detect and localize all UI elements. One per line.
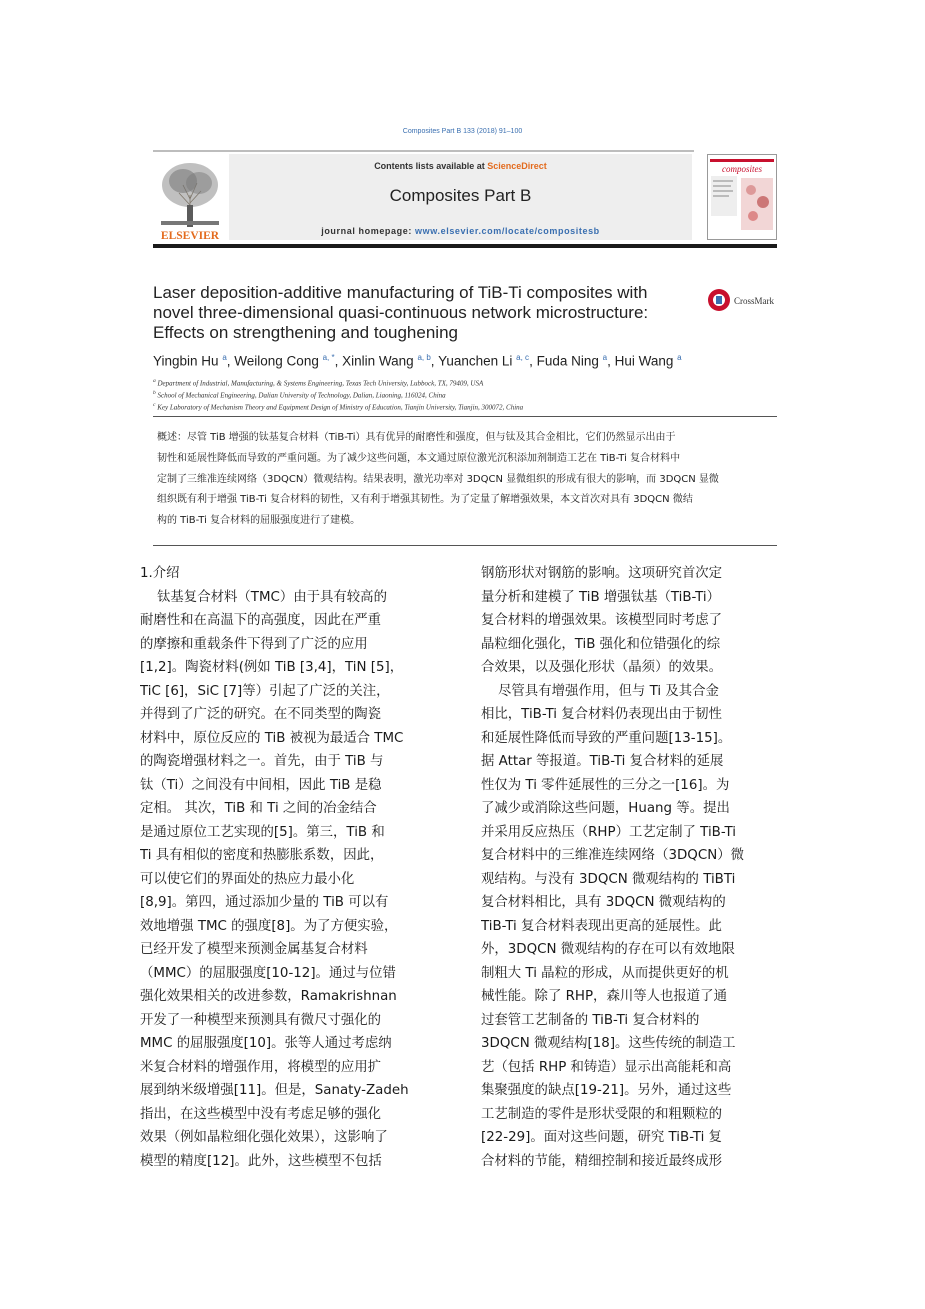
journal-citation[interactable]: Composites Part B 133 (2018) 91–100 bbox=[402, 128, 523, 135]
body-text-line: 过套管工艺制备的 TiB-Ti 复合材料的 bbox=[481, 1012, 700, 1028]
abstract-line: 组织既有利于增强 TiB-Ti 复合材料的韧性，又有利于增强其韧性。为了定量了解增强效果，本文首次对具有 3DQCN 微结 bbox=[157, 494, 693, 506]
body-column-left bbox=[140, 562, 434, 1173]
body-text-line: 合材料的节能，精细控制和接近最终成形 bbox=[481, 1153, 723, 1169]
body-text-line: 可以使它们的界面处的热应力最小化 bbox=[140, 871, 355, 887]
body-text-line: 是通过原位工艺实现的[5]。第三，TiB 和 bbox=[140, 824, 385, 840]
body-text-line: Ti 具有相似的密度和热膨胀系数，因此， bbox=[140, 848, 384, 863]
abstract bbox=[157, 428, 773, 532]
sciencedirect-link[interactable]: ScienceDirect bbox=[487, 161, 547, 171]
abstract-line: 韧性和延展性降低而导致的严重问题。为了减少这些问题，本文通过原位激光沉积添加剂制造工艺在 TiB-Ti 复合材料中 bbox=[157, 452, 681, 464]
author-affiliation-mark: a, c bbox=[516, 353, 530, 362]
body-text-line: 据 Attar 等报道。TiB-Ti 复合材料的延展 bbox=[481, 754, 724, 769]
author-affiliation-mark: a bbox=[222, 353, 227, 362]
body-text-line: 相比，TiB-Ti 复合材料仍表现出由于韧性 bbox=[481, 707, 722, 722]
journal-homepage-line bbox=[229, 226, 692, 236]
affiliations bbox=[153, 377, 773, 412]
article-title bbox=[153, 283, 693, 343]
body-text-line: 指出，在这些模型中没有考虑足够的强化 bbox=[140, 1106, 382, 1122]
author-name[interactable]: Weilong Cong bbox=[234, 353, 319, 369]
body-text-line: 并采用反应热压（RHP）工艺定制了 TiB-Ti bbox=[481, 824, 736, 840]
body-text-line: 效果（例如晶粒细化强化效果），这影响了 bbox=[140, 1130, 388, 1145]
body-text-line: 并得到了广泛的研究。在不同类型的陶瓷 bbox=[140, 707, 382, 722]
homepage-prefix: journal homepage: bbox=[321, 226, 412, 236]
affiliation-line: $^a$ Department of Industrial, Manufacturing, & Systems Engineering, Texas Tech University, Lubbock, TX, 79409, USA bbox=[153, 378, 484, 388]
body-text-line: 了减少或消除这些问题，Huang 等。提出 bbox=[481, 801, 730, 816]
elsevier-tree-logo bbox=[153, 155, 227, 241]
affiliation-line: $^c$ Key Laboratory of Mechanism Theory and Equipment Design of Ministry of Education, Tianjin University, Tianjin, 300072, China bbox=[153, 401, 524, 411]
abstract-line: 构的 TiB-Ti 复合材料的屈服强度进行了建模。 bbox=[157, 515, 361, 527]
body-text-line: 材料中，原位反应的 TiB 被视为最适合 TMC bbox=[140, 730, 404, 746]
body-text-line: 艺（包括 RHP 和铸造）显示出高能耗和高 bbox=[481, 1059, 732, 1075]
author-name[interactable]: Xinlin Wang bbox=[342, 353, 414, 369]
title-line: Effects on strengthening and toughening bbox=[153, 323, 458, 342]
section-heading: 1.介绍 bbox=[140, 566, 180, 581]
body-text-line: 3DQCN 微观结构[18]。这些传统的制造工 bbox=[481, 1036, 736, 1051]
body-text-line: 外，3DQCN 微观结构的存在可以有效地限 bbox=[481, 942, 735, 957]
body-text-line: 制粗大 Ti 晶粒的形成，从而提供更好的机 bbox=[481, 965, 729, 981]
body-text-line: 钛基复合材料（TMC）由于具有较高的 bbox=[140, 589, 387, 605]
abstract-line: 概述：尽管 TiB 增强的钛基复合材料（TiB-Ti）具有优异的耐磨性和强度，但与钛及其合金相比，它们仍然显示出由于 bbox=[157, 432, 676, 443]
body-text-line: 复合材料中的三维准连续网络（3DQCN）微 bbox=[481, 848, 744, 863]
body-text-line: 复合材料相比，具有 3DQCN 微观结构的 bbox=[481, 895, 726, 910]
body-text-line: 效地增强 TMC 的强度[8]。为了方便实验， bbox=[140, 918, 398, 934]
author-list: Yingbin Hu $^a$, Weilong Cong $^{a, *}$, Xinlin Wang $^{a, b}$, Yuanchen Li $^{a, c}$, Fuda Ning $^a$, Hui Wang $^a$ bbox=[153, 353, 682, 369]
body-text-line: （MMC）的屈服强度[10-12]。通过与位错 bbox=[140, 965, 396, 981]
body-text-line: 观结构。与没有 3DQCN 微观结构的 TiBTi bbox=[481, 871, 736, 887]
body-text-line: [22-29]。面对这些问题，研究 TiB-Ti 复 bbox=[481, 1130, 722, 1145]
author-name[interactable]: Yuanchen Li bbox=[438, 353, 513, 369]
body-text-line: 定相。 其次，TiB 和 Ti 之间的冶金结合 bbox=[140, 801, 377, 816]
abstract-bottom-rule bbox=[153, 545, 777, 546]
body-text-line: TiB-Ti 复合材料表现出更高的延展性。此 bbox=[481, 918, 722, 934]
body-text-line: 性仅为 Ti 零件延展性的三分之一[16]。为 bbox=[481, 777, 730, 793]
abstract-top-rule bbox=[153, 416, 777, 417]
abstract-line: 定制了三维准连续网络（3DQCN）微观结构。结果表明，激光功率对 3DQCN 显微组织的形成有很大的影响，而 3DQCN 显微 bbox=[157, 473, 719, 485]
body-text-line: 开发了一种模型来预测具有微尺寸强化的 bbox=[140, 1012, 382, 1028]
body-text-line: 钛（Ti）之间没有中间相，因此 TiB 是稳 bbox=[140, 777, 382, 793]
body-text-line: 强化效果相关的改进参数，Ramakrishnan bbox=[140, 989, 397, 1004]
title-line: Laser deposition-additive manufacturing of TiB-Ti composites with bbox=[153, 283, 648, 302]
crossmark-label: CrossMark bbox=[734, 296, 774, 306]
author-name[interactable]: Hui Wang bbox=[614, 353, 674, 369]
body-column-right bbox=[481, 562, 775, 1173]
author-affiliation-mark: a, b bbox=[417, 353, 431, 362]
author-affiliation-mark: a, * bbox=[322, 353, 335, 362]
elsevier-wordmark: ELSEVIER bbox=[160, 230, 220, 241]
homepage-link[interactable]: www.elsevier.com/locate/compositesb bbox=[415, 226, 600, 236]
body-text-line: 尽管具有增强作用，但与 Ti 及其合金 bbox=[481, 683, 719, 699]
contents-line bbox=[229, 161, 692, 171]
affiliation-line: $^b$ School of Mechanical Engineering, Dalian University of Technology, Dalian, Liaoning, 116024, China bbox=[153, 389, 446, 400]
body-text-line: 模型的精度[12]。此外，这些模型不包括 bbox=[140, 1153, 382, 1169]
cover-title: composites bbox=[722, 164, 762, 174]
body-text-line: 合效果，以及强化形状（晶须）的效果。 bbox=[481, 660, 723, 675]
journal-name: Composites Part B bbox=[389, 186, 532, 205]
body-text-line: 钢筋形状对钢筋的影响。这项研究首次定 bbox=[481, 566, 723, 581]
author-name[interactable]: Fuda Ning bbox=[536, 353, 599, 369]
body-text-line: MMC 的屈服强度[10]。张等人通过考虑纳 bbox=[140, 1036, 392, 1051]
body-text-line: 已经开发了模型来预测金属基复合材料 bbox=[140, 942, 368, 957]
body-text-line: [1,2]。陶瓷材料(例如 TiB [3,4]，TiN [5]， bbox=[140, 660, 404, 675]
body-text-line: [8,9]。第四，通过添加少量的 TiB 可以有 bbox=[140, 895, 389, 910]
body-text-line: 晶粒细化强化，TiB 强化和位错强化的综 bbox=[481, 636, 721, 652]
contents-prefix: Contents lists available at bbox=[374, 161, 485, 171]
author-name[interactable]: Yingbin Hu bbox=[153, 353, 219, 369]
body-text-line: 的摩擦和重载条件下得到了广泛的应用 bbox=[140, 636, 368, 652]
header-bottom-rule bbox=[153, 244, 777, 248]
body-text-line: 复合材料的增强效果。该模型同时考虑了 bbox=[481, 613, 723, 628]
body-text-line: TiC [6]，SiC [7]等）引起了广泛的关注， bbox=[140, 683, 390, 699]
body-text-line: 米复合材料的增强作用，将模型的应用扩 bbox=[140, 1059, 382, 1075]
author-affiliation-mark: a bbox=[602, 353, 608, 362]
journal-cover-thumbnail[interactable] bbox=[707, 154, 777, 240]
body-text-line: 的陶瓷增强材料之一。首先，由于 TiB 与 bbox=[140, 754, 384, 769]
body-text-line: 耐磨性和在高温下的高强度，因此在严重 bbox=[140, 613, 382, 628]
body-text-line: 量分析和建模了 TiB 增强钛基（TiB-Ti） bbox=[481, 589, 721, 605]
body-text-line: 工艺制造的零件是形状受限的和粗颗粒的 bbox=[481, 1106, 723, 1122]
body-text-line: 和延展性降低而导致的严重问题[13-15]。 bbox=[481, 730, 732, 746]
body-text-line: 集聚强度的缺点[19-21]。另外，通过这些 bbox=[481, 1083, 732, 1098]
header-top-rule bbox=[153, 150, 694, 152]
crossmark-badge[interactable] bbox=[706, 287, 786, 313]
body-text-line: 展到纳米级增强[11]。但是，Sanaty-Zadeh bbox=[140, 1083, 409, 1098]
body-text-line: 械性能。除了 RHP，森川等人也报道了通 bbox=[481, 989, 727, 1004]
author-affiliation-mark: a bbox=[677, 353, 682, 362]
title-line: novel three-dimensional quasi-continuous network microstructure: bbox=[153, 303, 649, 322]
